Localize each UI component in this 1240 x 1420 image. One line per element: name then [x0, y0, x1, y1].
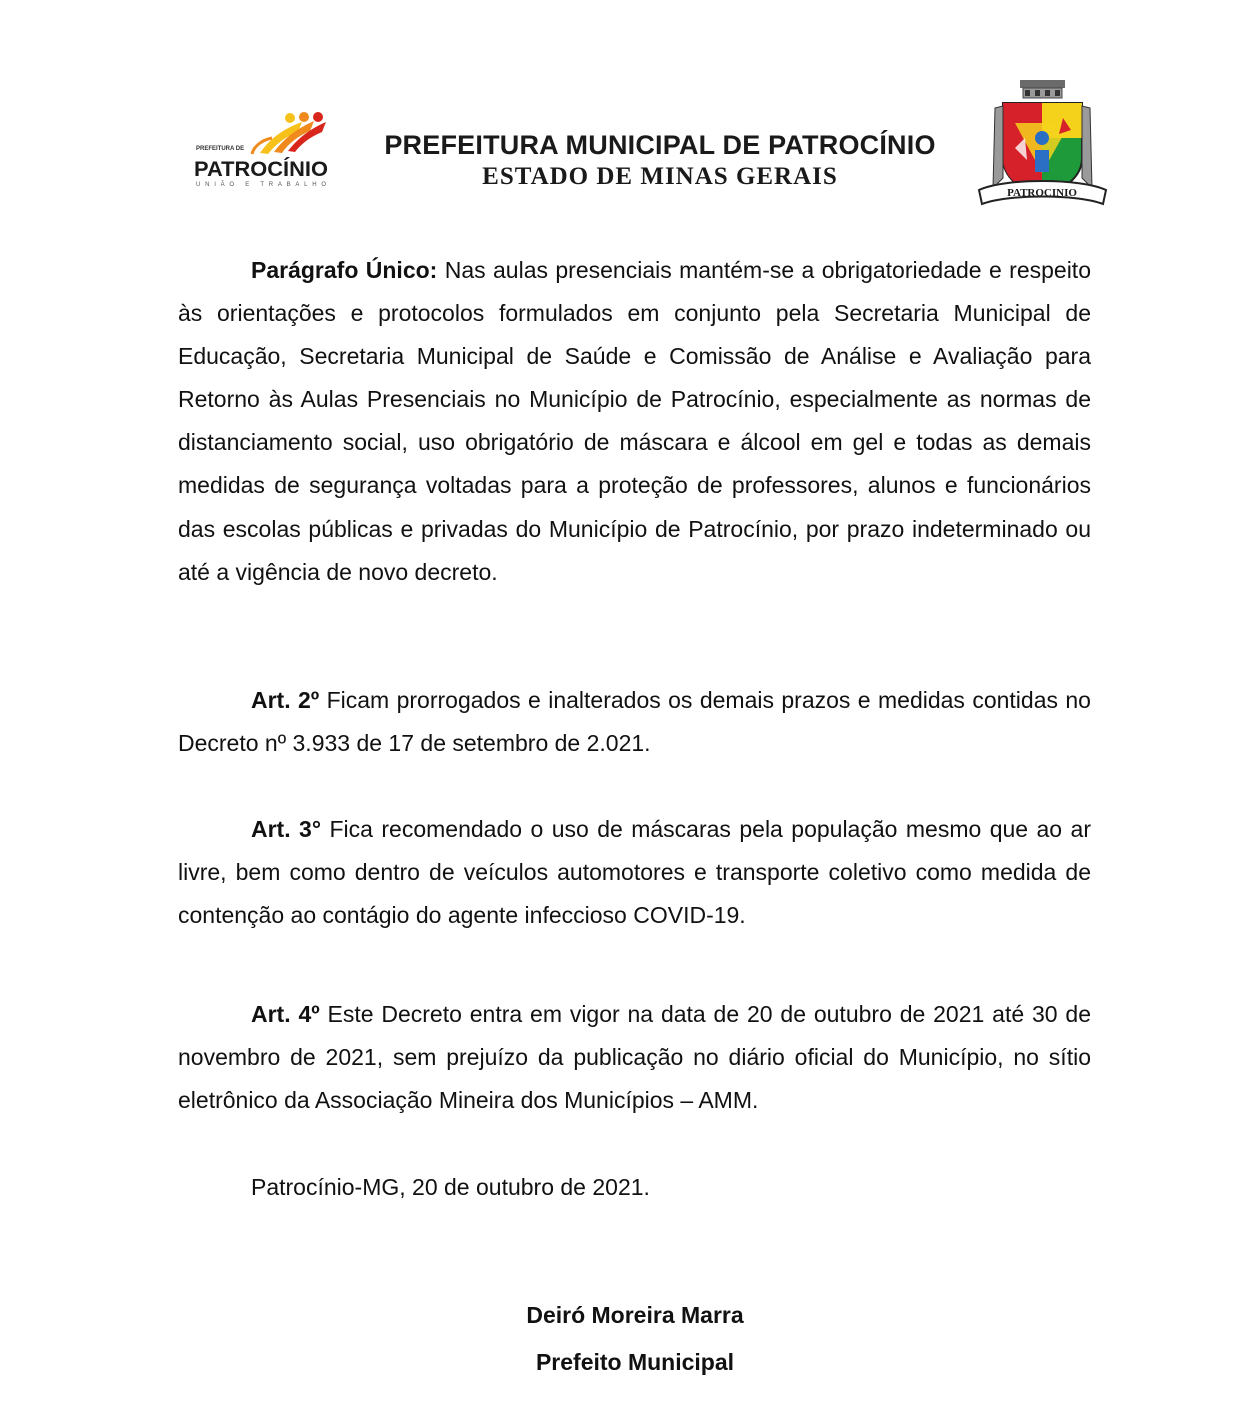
signatory-role: Prefeito Municipal — [535, 1349, 735, 1375]
coat-of-arms-banner-text: PATROCINIO — [1007, 187, 1077, 199]
paragraph-lead: Parágrafo Único: — [251, 257, 438, 283]
coat-of-arms — [975, 78, 1110, 213]
article-lead: Art. 3° — [251, 816, 322, 842]
article-4-text — [178, 993, 1091, 1122]
article-4 — [178, 993, 1091, 1122]
article-body: Ficam prorrogados e inalterados os demais prazos e medidas contidas no Decreto nº 3.933 de 17 de setembro de 2.021. — [178, 687, 1091, 757]
prefeitura-logo — [190, 108, 335, 190]
article-body: Este Decreto entra em vigor na data de 20 de outubro de 2021 até 30 de novembro de 2021, sem prejuízo da publicação no diário oficial do Município, no sítio eletrônico da Associação Mineira dos Municípios – AMM. — [178, 1001, 1091, 1114]
article-2-text — [178, 679, 1091, 765]
logo-wordmark: PATROCÍNIO — [194, 158, 328, 181]
prefeitura-logo-graphic — [190, 108, 335, 190]
article-3 — [178, 808, 1091, 937]
document-header — [0, 0, 1240, 230]
logo-tagline: UNIÃO E TRABALHO — [196, 182, 326, 188]
page-subtitle: ESTADO DE MINAS GERAIS — [482, 163, 838, 190]
paragraph-body: Nas aulas presenciais mantém-se a obrigatoriedade e respeito às orientações e protocolos formulados em conjunto pela Secretaria Municipal de Educação, Secretaria Municipal de Saúde e Comissão de Análise e Avaliação para Retorno às Aulas Presenciais no Município de Patrocínio, especialmente as normas de distanciamento social, uso obrigatório de máscara e álcool em gel e todas as demais medidas de segurança voltadas para a proteção de professores, alunos e funcionários das escolas públicas e privadas do Município de Patrocínio, por prazo indeterminado ou até a vigência de novo decreto. — [178, 257, 1091, 585]
signatory-name: Deiró Moreira Marra — [526, 1302, 744, 1328]
place-and-date: Patrocínio-MG, 20 de outubro de 2021. — [251, 1174, 650, 1200]
header-title-block — [340, 128, 980, 192]
article-3-text — [178, 808, 1091, 937]
article-lead: Art. 4º — [251, 1001, 320, 1027]
paragraph-unico-text — [178, 249, 1091, 594]
page-title: PREFEITURA MUNICIPAL DE PATROCÍNIO — [384, 130, 936, 160]
coat-of-arms-graphic — [975, 78, 1110, 213]
article-2 — [178, 679, 1091, 765]
article-body: Fica recomendado o uso de máscaras pela população mesmo que ao ar livre, bem como dentro de veículos automotores e transporte coletivo como medida de contenção ao contágio do agente infeccioso COVID-19. — [178, 816, 1091, 929]
article-lead: Art. 2º — [251, 687, 320, 713]
logo-small-top: PREFEITURA DE — [196, 146, 245, 152]
paragraph-unico — [178, 249, 1091, 594]
